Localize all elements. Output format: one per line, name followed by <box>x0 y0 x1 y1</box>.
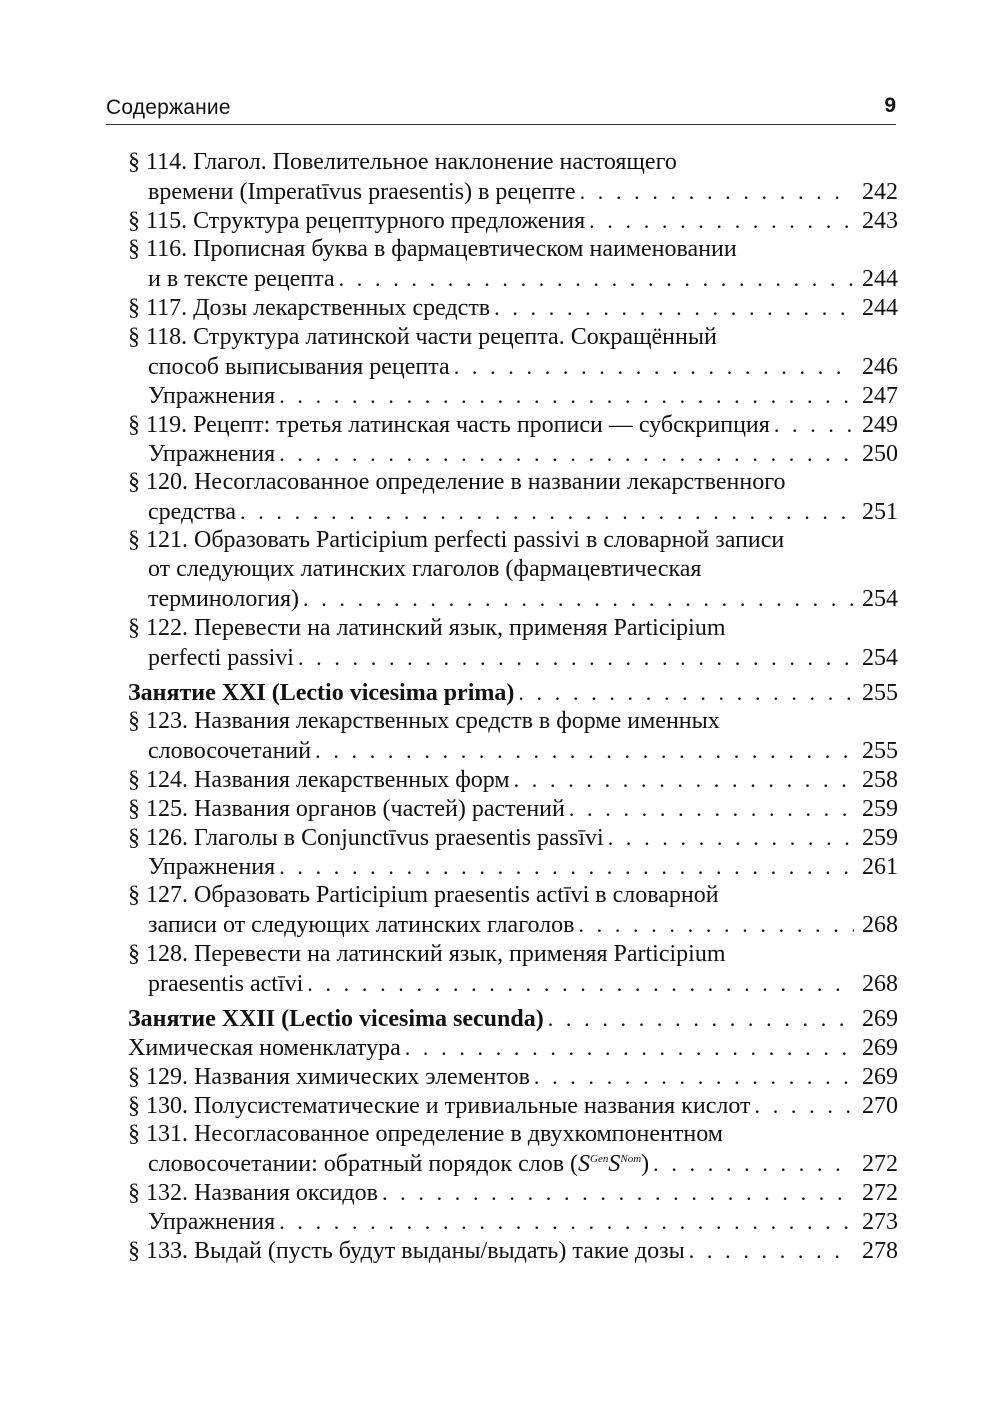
toc-entry-124[interactable] <box>128 765 898 794</box>
toc-entry-text: Упражнения <box>148 382 276 409</box>
toc-entry-131[interactable] <box>128 1149 898 1178</box>
toc-entry-text <box>148 1150 649 1179</box>
toc-entry-text: и в тексте рецепта <box>148 266 335 293</box>
toc-page-number: 269 <box>862 1005 898 1032</box>
toc-entry-text: § 117. Дозы лекарственных средств <box>128 295 491 322</box>
toc-entry-117[interactable] <box>128 293 898 322</box>
toc-entry-120-line1: § 120. Несогласованное определение в названии лекарственного <box>128 469 786 496</box>
dot-leader <box>303 584 854 613</box>
dot-leader <box>279 1207 854 1236</box>
toc-entry-text: § 132. Названия оксидов <box>128 1180 378 1207</box>
dot-leader <box>534 1062 854 1091</box>
toc-page-number: 269 <box>862 1063 898 1090</box>
dot-leader <box>548 1004 854 1033</box>
dot-leader <box>580 177 854 206</box>
toc-page-number: 250 <box>862 440 898 467</box>
toc-entry-127[interactable] <box>128 910 898 939</box>
toc-page-number: 242 <box>862 179 898 206</box>
toc-page-number: 255 <box>862 737 898 764</box>
toc-page-number: 261 <box>862 854 898 881</box>
toc-entry-text: Упражнения <box>148 1209 276 1236</box>
dot-leader <box>339 264 854 293</box>
dot-leader <box>382 1178 854 1207</box>
toc-entry-text: § 119. Рецепт: третья латинская часть прописи — субскрипция <box>128 411 770 438</box>
toc-page-number: 244 <box>862 266 898 293</box>
toc-page-number: 268 <box>862 912 898 939</box>
toc-entry-115[interactable] <box>128 206 898 235</box>
toc-entry-123[interactable] <box>128 736 898 765</box>
dot-leader <box>298 643 854 672</box>
toc-page-number: 247 <box>862 382 898 409</box>
dot-leader <box>653 1149 854 1178</box>
toc-entry-130[interactable] <box>128 1091 898 1120</box>
toc-page-number: 249 <box>862 411 898 438</box>
toc-entry-exercises[interactable] <box>128 439 898 468</box>
toc-page-number: 259 <box>862 796 898 823</box>
dot-leader <box>755 1091 854 1120</box>
toc-entry-114[interactable] <box>128 177 898 206</box>
toc-lesson-21[interactable] <box>128 678 898 707</box>
header-page-number: 9 <box>884 94 896 117</box>
toc-page-number: 272 <box>862 1151 898 1178</box>
toc-entry-121[interactable] <box>128 584 898 613</box>
dot-leader <box>279 381 854 410</box>
toc-page-number: 273 <box>862 1209 898 1236</box>
toc-page-number: 268 <box>862 970 898 997</box>
dot-leader <box>240 497 854 526</box>
toc-entry-exercises[interactable] <box>128 381 898 410</box>
dot-leader <box>578 910 854 939</box>
toc-entry-exercises[interactable] <box>128 852 898 881</box>
toc-page-number: 255 <box>862 679 898 706</box>
toc-page-number: 254 <box>862 644 898 671</box>
toc-entry-127-line1: § 127. Образовать Participium praesentis actīvi в словарной <box>128 882 719 909</box>
toc-entry-text: способ выписывания рецепта <box>148 353 450 380</box>
toc-entry-128-line1: § 128. Перевести на латинский язык, применяя Participium <box>128 940 726 967</box>
toc-entry-121-line2: от следующих латинских глаголов (фармацевтическая <box>148 556 702 583</box>
toc-lesson-22[interactable] <box>128 1004 898 1033</box>
table-of-contents <box>128 148 898 1266</box>
toc-entry-chemical-nomenclature[interactable] <box>128 1033 898 1062</box>
toc-entry-exercises[interactable] <box>128 1207 898 1236</box>
dot-leader <box>279 852 854 881</box>
toc-page-number: 243 <box>862 208 898 235</box>
toc-entry-118[interactable] <box>128 352 898 381</box>
toc-entry-text: § 133. Выдай (пусть будут выданы/выдать) такие дозы <box>128 1238 685 1265</box>
toc-entry-129[interactable] <box>128 1062 898 1091</box>
toc-entry-text-part: словосочетании: обратный порядок слов ( <box>148 1151 579 1178</box>
formula-symbol: S <box>608 1151 621 1178</box>
toc-entry-text: praesentis actīvi <box>148 970 304 997</box>
toc-entry-131-line1: § 131. Несогласованное определение в двухкомпонентном <box>128 1121 723 1148</box>
toc-page-number: 246 <box>862 353 898 380</box>
dot-leader <box>774 410 854 439</box>
toc-entry-text: § 130. Полусистематические и тривиальные названия кислот <box>128 1093 751 1119</box>
toc-entry-text: Упражнения <box>148 440 276 467</box>
dot-leader <box>307 969 854 998</box>
toc-page-number: 270 <box>862 1093 898 1119</box>
toc-entry-118-line1: § 118. Структура латинской части рецепта. Сокращённый <box>128 323 717 350</box>
toc-entry-text: § 126. Глаголы в Conjunctīvus praesentis passīvi <box>128 825 604 852</box>
toc-entry-text: записи от следующих латинских глаголов <box>148 912 575 939</box>
header-section-title: Содержание <box>106 96 231 119</box>
toc-page-number: 269 <box>862 1034 898 1061</box>
toc-page-number: 278 <box>862 1238 898 1265</box>
toc-entry-text-part: ) <box>641 1151 650 1178</box>
formula-superscript: Gen <box>590 1153 609 1166</box>
toc-entry-text: Химическая номенклатура <box>128 1034 401 1061</box>
toc-entry-text: терминология) <box>148 586 300 613</box>
dot-leader <box>589 206 854 235</box>
toc-entry-123-line1: § 123. Названия лекарственных средств в форме именных <box>128 707 720 734</box>
toc-page-number: 254 <box>862 586 898 613</box>
toc-entry-133[interactable] <box>128 1236 898 1265</box>
toc-entry-text: perfecti passivi <box>148 644 294 671</box>
formula-symbol: S <box>578 1151 591 1178</box>
dot-leader <box>514 765 854 794</box>
toc-entry-119[interactable] <box>128 410 898 439</box>
toc-entry-text: средства <box>148 499 237 526</box>
toc-entry-120[interactable] <box>128 497 898 526</box>
dot-leader <box>405 1033 854 1062</box>
toc-page-number: 259 <box>862 825 898 852</box>
toc-entry-text: § 129. Названия химических элементов <box>128 1063 530 1090</box>
dot-leader <box>494 293 854 322</box>
dot-leader <box>315 736 854 765</box>
toc-page-number: 258 <box>862 766 898 793</box>
toc-entry-text: § 125. Названия органов (частей) растений <box>128 796 565 823</box>
toc-entry-text: времени (Imperatīvus praesentis) в рецепте <box>148 179 576 206</box>
dot-leader <box>279 439 854 468</box>
toc-entry-text: § 115. Структура рецептурного предложения <box>128 208 586 235</box>
toc-page-number: 272 <box>862 1180 898 1207</box>
toc-entry-122-line1: § 122. Перевести на латинский язык, применяя Participium <box>128 614 726 641</box>
toc-entry-text: Занятие XXI (Lectio vicesima prima) <box>128 679 515 706</box>
dot-leader <box>689 1236 854 1265</box>
toc-entry-text: Упражнения <box>148 854 276 881</box>
toc-entry-114-line1: § 114. Глагол. Повелительное наклонение настоящего <box>128 149 677 175</box>
toc-entry-122[interactable] <box>128 643 898 672</box>
toc-entry-128[interactable] <box>128 969 898 998</box>
toc-entry-126[interactable] <box>128 823 898 852</box>
dot-leader <box>569 794 854 823</box>
toc-entry-121-line1: § 121. Образовать Participium perfecti passivi в словарной записи <box>128 527 785 554</box>
toc-page-number: 244 <box>862 295 898 322</box>
toc-entry-116-line1: § 116. Прописная буква в фармацевтическом наименовании <box>128 236 737 263</box>
toc-entry-text: словосочетаний <box>148 737 312 764</box>
dot-leader <box>454 352 854 381</box>
toc-entry-116[interactable] <box>128 264 898 293</box>
toc-entry-text: § 124. Названия лекарственных форм <box>128 766 510 793</box>
toc-entry-132[interactable] <box>128 1178 898 1207</box>
formula-superscript: Nom <box>620 1153 642 1166</box>
toc-entry-125[interactable] <box>128 794 898 823</box>
toc-page-number: 251 <box>862 499 898 526</box>
running-header <box>106 92 896 125</box>
dot-leader <box>608 823 854 852</box>
toc-entry-text: Занятие XXII (Lectio vicesima secunda) <box>128 1005 544 1032</box>
dot-leader <box>518 678 854 707</box>
